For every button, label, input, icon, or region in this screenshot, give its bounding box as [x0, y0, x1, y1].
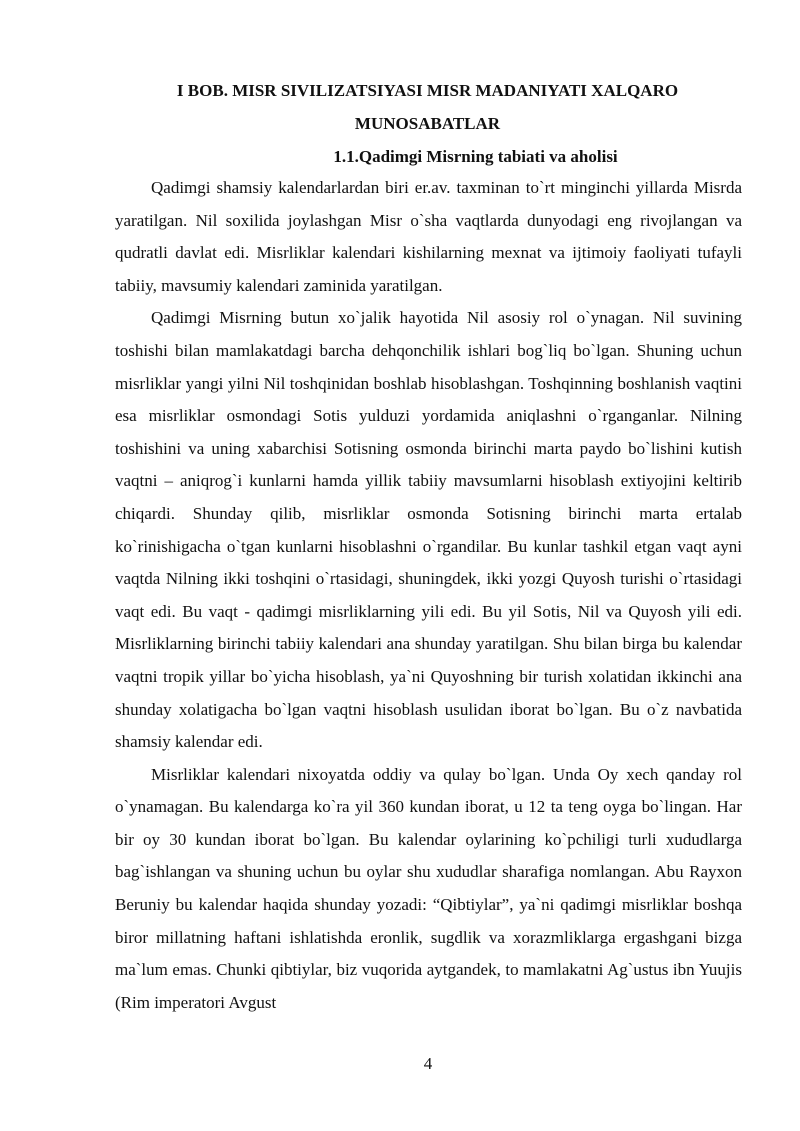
paragraph: Misrliklar kalendari nixoyatda oddiy va qulay bo`lgan. Unda Oy xech qanday rol o`ynamagan. Bu kalendarga ko`ra yil 360 kundan iborat, u 12 ta teng oyga bo`lingan. Har bir oy 30 kundan iborat bo`lgan. Bu kalendar oylarining ko`pchiligi turli xududlarga bag`ishlangan va shuning uchun bu oylar shu xududlar sharafiga nomlangan. Abu Rayxon Beruniy bu kalendar haqida shunday yozadi: “Qibtiylar”, ya`ni qadimgi misrliklar boshqa biror millatning haftani ishlatishda eronlik, sugdlik va xorazmliklarga ergashgani bizga ma`lum emas. Chunki qibtiylar, biz vuqorida aytgandek, to mamlakatni Ag`ustus ibn Yuujis (Rim imperatori Avgust	[115, 764, 742, 1012]
chapter-title: I BOB. MISR SIVILIZATSIYASI MISR MADANIYATI XALQARO MUNOSABATLAR	[176, 81, 679, 133]
body-text	[115, 172, 742, 1019]
page-number: 4	[423, 1054, 433, 1073]
paragraph: Qadimgi shamsiy kalendarlardan biri er.av. taxminan to`rt minginchi yillarda Misrda yaratilgan. Nil soxilida joylashgan Misr o`sha vaqtlarda dunyodagi eng rivojlangan va qudratli davlat edi. Misrliklar kalendari kishilarning mexnat va ijtimoiy faoliyati tufayli tabiiy, mavsumiy kalendari zaminida yaratilgan.	[115, 178, 742, 295]
paragraph: Qadimgi Misrning butun xo`jalik hayotida Nil asosiy rol o`ynagan. Nil suvining toshishi bilan mamlakatdagi barcha dehqonchilik ishlari bog`liq bo`lgan. Shuning uchun misrliklar yangi yilni Nil toshqinidan boshlab hisoblashgan. Toshqinning boshlanish vaqtini esa misrliklar osmondagi Sotis yulduzi yordamida aniqlashni o`rganganlar. Nilning toshishini va uning xabarchisi Sotisning osmonda birinchi marta paydo bo`lishini kutish vaqtni – aniqrog`i kunlarni hamda yillik tabiiy mavsumlarni hisoblash extiyojini keltirib chiqardi. Shunday qilib, misrliklar osmonda Sotisning birinchi marta ertalab ko`rinishigacha o`tgan kunlarni hisoblashni o`rgandilar. Bu kunlar tashkil etgan vaqt ayni vaqtda Nilning ikki toshqini o`rtasidagi, shuningdek, ikki yozgi Quyosh turishi o`rtasidagi vaqt edi. Bu vaqt - qadimgi misrliklarning yili edi. Bu yil Sotis, Nil va Quyosh yili edi. Misrliklarning birinchi tabiiy kalendari ana shunday yaratilgan. Shu bilan birga bu kalendar vaqtni tropik yillar bo`yicha hisoblash, ya`ni Quyoshning bir turish xolatidan ikkinchi ana shunday xolatigacha bo`lgan vaqtni hisoblash usulidan iborat bo`lgan. Bu o`z navbatida shamsiy kalendar edi.	[115, 308, 742, 752]
section-title: 1.1.Qadimgi Misrning tabiati va aholisi	[333, 147, 618, 166]
